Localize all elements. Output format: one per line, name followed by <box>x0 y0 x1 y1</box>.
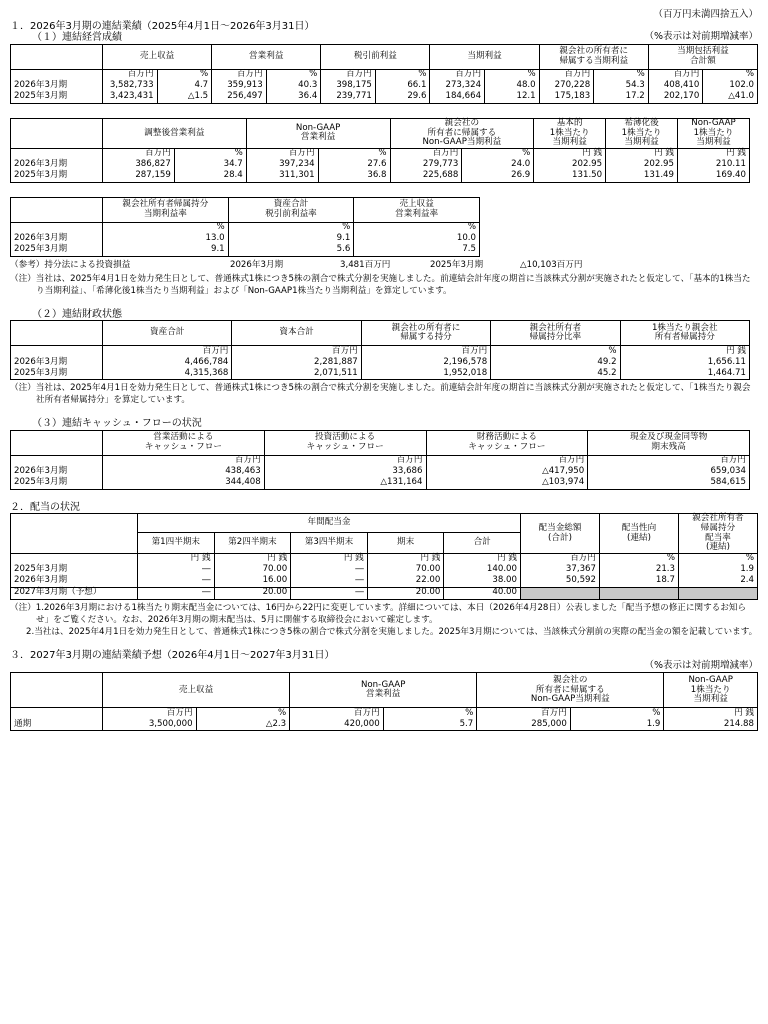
dividend-row <box>11 587 758 599</box>
results-cell: 12.1 <box>485 92 540 104</box>
reference-label: （参考）持分法による投資損益 <box>10 259 131 270</box>
cashflow-header: 財務活動による キャッシュ・フロー <box>426 430 588 455</box>
subsection-2-title: （２）連結財政状態 <box>32 308 122 320</box>
dividend-cell: 140.00 <box>444 565 521 576</box>
percent-note: （%表示は対前期増減率） <box>644 31 758 43</box>
dividend-row-label: 2027年3月期（予想） <box>11 587 138 599</box>
dividend-cell: 40.00 <box>444 587 521 599</box>
cashflow-unit: 百万円 <box>103 455 265 467</box>
dividend-cell: 50,592 <box>521 576 600 588</box>
position-unit: % <box>491 346 620 358</box>
position-cell: 1,464.71 <box>620 368 749 380</box>
forecast-header: 親会社の 所有者に帰属する Non-GAAP当期利益 <box>477 673 664 708</box>
nongaap-header: 親会社の 所有者に帰属する Non-GAAP当期利益 <box>390 118 534 148</box>
results-cell: 4.7 <box>157 81 212 92</box>
cashflow-cell: △417,950 <box>426 467 588 478</box>
results-row <box>11 81 758 92</box>
nongaap-header: 希薄化後 1株当たり 当期利益 <box>606 118 678 148</box>
position-header: 親会社所有者 帰属持分比率 <box>491 321 620 346</box>
cashflow-header: 投資活動による キャッシュ・フロー <box>264 430 426 455</box>
dividend-sub-header: 第2四半期末 <box>214 532 291 553</box>
results-cell: 54.3 <box>594 81 649 92</box>
dividend-cell: 37,367 <box>521 565 600 576</box>
subsection-3-title: （３）連結キャッシュ・フローの状況 <box>32 418 202 430</box>
reference-value-2: △10,103百万円 <box>520 259 583 270</box>
position-corner <box>11 321 103 346</box>
nongaap-unit: 円 銭 <box>678 148 750 160</box>
dividend-cell: 70.00 <box>214 565 291 576</box>
nongaap-unit: 百万円 <box>246 148 318 160</box>
dividend-unit: 百万円 <box>521 553 600 565</box>
section-2-title: ２．配当の状況 <box>10 501 80 513</box>
dividend-note-1-label: （注）1. <box>10 602 44 613</box>
payout-ratio-header: 配当性向 (連結) <box>600 514 679 554</box>
results-cell: 256,497 <box>212 92 267 104</box>
reference-period-2: 2025年3月期 <box>430 259 484 270</box>
dividend-cell <box>521 587 600 599</box>
results-cell: 273,324 <box>430 81 485 92</box>
dividend-sub-header: 第1四半期末 <box>138 532 215 553</box>
equity-per-share-note: （注）当社は、2025年4月1日を効力発生日として、普通株式1株につき5株の割合で株式分割を実施しました。前連結会計年度の期首に当該株式分割が実施されたと仮定して、「1株当たり親会社所有者帰属持分」を算定しています。 <box>10 383 751 406</box>
results-unit: % <box>375 69 430 81</box>
ratio-cell: 9.1 <box>228 234 354 245</box>
ratio-unit: % <box>228 222 354 234</box>
nongaap-header: 基本的 1株当たり 当期利益 <box>534 118 606 148</box>
nongaap-cell: 386,827 <box>103 160 175 171</box>
results-header: 当期包括利益 合計額 <box>648 44 757 69</box>
forecast-unit: % <box>383 708 477 720</box>
position-cell: 45.2 <box>491 368 620 380</box>
forecast-cell: 5.7 <box>383 719 477 731</box>
section-3-title: ３．2027年3月期の連結業績予想（2026年4月1日～2027年3月31日） <box>10 649 335 661</box>
dividend-unit: 円 銭 <box>291 553 368 565</box>
annual-dividend-group-header: 年間配当金 <box>138 514 521 533</box>
dividend-cell: 1.9 <box>679 565 758 576</box>
position-unit: 百万円 <box>232 346 361 358</box>
ratio-header: 親会社所有者帰属持分 当期利益率 <box>103 197 229 222</box>
position-unit: 百万円 <box>361 346 490 358</box>
dividend-sub-header: 期末 <box>367 532 444 553</box>
ratio-row <box>11 245 480 257</box>
results-cell: 184,664 <box>430 92 485 104</box>
dividend-unit-row <box>11 553 758 565</box>
dividend-cell: 16.00 <box>214 576 291 588</box>
dividend-cell <box>600 587 679 599</box>
position-cell: 2,196,578 <box>361 357 490 368</box>
ratio-cell: 7.5 <box>354 245 480 257</box>
results-unit: 百万円 <box>539 69 594 81</box>
forecast-unit: 円 銭 <box>664 708 758 720</box>
dividend-cell: ― <box>138 565 215 576</box>
position-header: 資産合計 <box>103 321 232 346</box>
results-cell: 202,170 <box>648 92 703 104</box>
forecast-header: Non-GAAP 営業利益 <box>290 673 477 708</box>
results-unit: % <box>703 69 758 81</box>
nongaap-unit: 円 銭 <box>606 148 678 160</box>
dividend-sub-header: 合計 <box>444 532 521 553</box>
results-cell: 66.1 <box>375 81 430 92</box>
nongaap-cell: 279,773 <box>390 160 462 171</box>
dividend-period-header <box>11 514 138 554</box>
position-cell: 1,952,018 <box>361 368 490 380</box>
results-row-label: 2025年3月期 <box>11 92 103 104</box>
nongaap-cell: 34.7 <box>174 160 246 171</box>
nongaap-unit: % <box>174 148 246 160</box>
dividend-cell: 22.00 <box>367 576 444 588</box>
nongaap-cell: 225,688 <box>390 171 462 183</box>
forecast-cell: △2.3 <box>196 719 290 731</box>
reference-period-1: 2026年3月期 <box>230 259 284 270</box>
forecast-percent-note: （%表示は対前期増減率） <box>644 660 758 672</box>
total-dividend-header: 配当金総額 (合計) <box>521 514 600 554</box>
eps-note: （注）当社は、2025年4月1日を効力発生日として、普通株式1株につき5株の割合で株式分割を実施しました。前連結会計年度の期首に当該株式分割が実施されたと仮定して、「基本的1株当たり当期利益」、「希薄化後1株当たり当期利益」および「Non-GAAP1株当たり当期利益」を算定しています。 <box>10 273 751 296</box>
section-1-title: １．2026年3月期の連結業績（2025年4月1日～2026年3月31日） <box>10 20 315 32</box>
reference-value-1: 3,481百万円 <box>340 259 391 270</box>
cashflow-unit: 百万円 <box>426 455 588 467</box>
cashflow-cell: 584,615 <box>588 478 750 490</box>
cashflow-row <box>11 467 750 478</box>
ratio-cell: 13.0 <box>103 234 229 245</box>
nongaap-cell: 131.49 <box>606 171 678 183</box>
results-cell: 36.4 <box>266 92 321 104</box>
dividend-cell: 20.00 <box>214 587 291 599</box>
results-unit: 百万円 <box>648 69 703 81</box>
position-row-label: 2025年3月期 <box>11 368 103 380</box>
results-cell: 175,183 <box>539 92 594 104</box>
results-cell: 102.0 <box>703 81 758 92</box>
dividend-note-2: 当社は、2025年4月1日を効力発生日として、普通株式1株につき5株の割合で株式分割を実施しました。2025年3月期については、当該株式分割前の実際の配当金の額を記載しています。 <box>34 626 758 637</box>
cashflow-cell: 438,463 <box>103 467 265 478</box>
position-cell: 49.2 <box>491 357 620 368</box>
ratio-row-label: 2026年3月期 <box>11 234 103 245</box>
ratio-corner <box>11 197 103 222</box>
position-header: 親会社の所有者に 帰属する持分 <box>361 321 490 346</box>
results-cell: 17.2 <box>594 92 649 104</box>
forecast-unit: 百万円 <box>103 708 197 720</box>
nongaap-unit: % <box>462 148 534 160</box>
forecast-row <box>11 719 758 731</box>
cashflow-unit: 百万円 <box>264 455 426 467</box>
nongaap-row <box>11 160 750 171</box>
cashflow-unit: 百万円 <box>588 455 750 467</box>
operating-results-table <box>10 44 758 104</box>
position-unit-row <box>11 346 750 358</box>
forecast-unit: % <box>196 708 290 720</box>
dividend-note-2-label: 2. <box>26 626 35 637</box>
position-header: 1株当たり親会社 所有者帰属持分 <box>620 321 749 346</box>
dividend-unit: 円 銭 <box>214 553 291 565</box>
forecast-corner <box>11 673 103 708</box>
results-header: 営業利益 <box>212 44 321 69</box>
nongaap-cell: 202.95 <box>606 160 678 171</box>
cashflow-cell: 659,034 <box>588 467 750 478</box>
nongaap-header: Non-GAAP 1株当たり 当期利益 <box>678 118 750 148</box>
results-cell: 239,771 <box>321 92 376 104</box>
nongaap-cell: 202.95 <box>534 160 606 171</box>
ratio-header: 売上収益 営業利益率 <box>354 197 480 222</box>
nongaap-cell: 210.11 <box>678 160 750 171</box>
results-unit: 百万円 <box>103 69 158 81</box>
position-header: 資本合計 <box>232 321 361 346</box>
nongaap-unit-row <box>11 148 750 160</box>
dividend-row <box>11 565 758 576</box>
dividend-cell <box>679 587 758 599</box>
nongaap-unit: 百万円 <box>390 148 462 160</box>
nongaap-header: Non-GAAP 営業利益 <box>246 118 390 148</box>
ratio-header: 資産合計 税引前利益率 <box>228 197 354 222</box>
nongaap-cell: 28.4 <box>174 171 246 183</box>
dividend-cell: ― <box>291 576 368 588</box>
cashflow-row-label: 2025年3月期 <box>11 478 103 490</box>
results-cell: 398,175 <box>321 81 376 92</box>
position-cell: 4,315,368 <box>103 368 232 380</box>
forecast-table <box>10 672 758 731</box>
results-cell: 359,913 <box>212 81 267 92</box>
results-unit: 百万円 <box>430 69 485 81</box>
results-header: 当期利益 <box>430 44 539 69</box>
nongaap-row-label: 2025年3月期 <box>11 171 103 183</box>
nongaap-cell: 131.50 <box>534 171 606 183</box>
dividend-cell: 70.00 <box>367 565 444 576</box>
forecast-unit: % <box>570 708 664 720</box>
dividend-cell: 21.3 <box>600 565 679 576</box>
results-unit: % <box>594 69 649 81</box>
position-unit: 百万円 <box>103 346 232 358</box>
dividend-cell: ― <box>291 565 368 576</box>
cashflow-row <box>11 478 750 490</box>
results-cell: 40.3 <box>266 81 321 92</box>
results-cell: 29.6 <box>375 92 430 104</box>
nongaap-unit: % <box>318 148 390 160</box>
nongaap-unit: 円 銭 <box>534 148 606 160</box>
cashflow-row-label: 2026年3月期 <box>11 467 103 478</box>
nongaap-cell: 27.6 <box>318 160 390 171</box>
forecast-header: Non-GAAP 1株当たり 当期利益 <box>664 673 758 708</box>
results-corner <box>11 44 103 69</box>
dividend-unit: 円 銭 <box>444 553 521 565</box>
results-header: 親会社の所有者に 帰属する当期利益 <box>539 44 648 69</box>
dividend-cell: 20.00 <box>367 587 444 599</box>
results-cell: 3,582,733 <box>103 81 158 92</box>
dividend-cell: 18.7 <box>600 576 679 588</box>
cashflow-unit-row <box>11 455 750 467</box>
nongaap-corner <box>11 118 103 148</box>
dividend-unit: 円 銭 <box>138 553 215 565</box>
dividend-row-label: 2026年3月期 <box>11 576 138 588</box>
cashflow-corner <box>11 430 103 455</box>
dividend-unit: 円 銭 <box>367 553 444 565</box>
results-header: 売上収益 <box>103 44 212 69</box>
forecast-unit: 百万円 <box>477 708 571 720</box>
ratio-row-label: 2025年3月期 <box>11 245 103 257</box>
cashflow-header: 現金及び現金同等物 期末残高 <box>588 430 750 455</box>
nongaap-header: 調整後営業利益 <box>103 118 247 148</box>
equity-method-reference <box>10 261 758 271</box>
non-gaap-results-table <box>10 118 750 183</box>
forecast-unit: 百万円 <box>290 708 384 720</box>
forecast-cell: 3,500,000 <box>103 719 197 731</box>
results-row-label: 2026年3月期 <box>11 81 103 92</box>
results-unit: 百万円 <box>321 69 376 81</box>
nongaap-cell: 24.0 <box>462 160 534 171</box>
forecast-cell: 214.88 <box>664 719 758 731</box>
cashflow-header: 営業活動による キャッシュ・フロー <box>103 430 265 455</box>
ratio-row <box>11 234 480 245</box>
position-row-label: 2026年3月期 <box>11 357 103 368</box>
results-unit: 百万円 <box>212 69 267 81</box>
ratio-cell: 10.0 <box>354 234 480 245</box>
dividend-row <box>11 576 758 588</box>
ratio-unit-row <box>11 222 480 234</box>
financial-position-table <box>10 320 750 380</box>
dividend-cell: 2.4 <box>679 576 758 588</box>
dividend-note-1: 2026年3月期における1株当たり期末配当金については、16円から22円に変更しています。詳細については、本日（2026年4月28日）公表しました「配当予想の修正に関するお知らせ」をご覧ください。なお、2026年3月期の期末配当は、5月に開催する取締役会において確定します。 <box>36 602 747 625</box>
nongaap-cell: 36.8 <box>318 171 390 183</box>
dividend-cell: ― <box>138 587 215 599</box>
dividend-cell: 38.00 <box>444 576 521 588</box>
results-cell: △1.5 <box>157 92 212 104</box>
doe-header: 親会社所有者 帰属持分 配当率 (連結) <box>679 514 758 554</box>
results-cell: 3,423,431 <box>103 92 158 104</box>
nongaap-cell: 169.40 <box>678 171 750 183</box>
dividend-cell: ― <box>138 576 215 588</box>
ratio-unit: % <box>103 222 229 234</box>
results-cell: △41.0 <box>703 92 758 104</box>
nongaap-cell: 26.9 <box>462 171 534 183</box>
dividend-cell: ― <box>291 587 368 599</box>
ratio-cell: 5.6 <box>228 245 354 257</box>
position-row <box>11 368 750 380</box>
results-unit: % <box>157 69 212 81</box>
cash-flow-table <box>10 430 750 490</box>
position-unit: 円 銭 <box>620 346 749 358</box>
position-row <box>11 357 750 368</box>
position-cell: 2,071,511 <box>232 368 361 380</box>
cashflow-cell: 33,686 <box>264 467 426 478</box>
results-unit: % <box>485 69 540 81</box>
profitability-ratios-table <box>10 197 480 257</box>
position-cell: 1,656.11 <box>620 357 749 368</box>
forecast-unit-row <box>11 708 758 720</box>
dividend-unit: % <box>600 553 679 565</box>
ratio-unit: % <box>354 222 480 234</box>
results-cell: 270,228 <box>539 81 594 92</box>
forecast-cell: 1.9 <box>570 719 664 731</box>
ratio-cell: 9.1 <box>103 245 229 257</box>
forecast-header: 売上収益 <box>103 673 290 708</box>
unit-note: （百万円未満四捨五入） <box>653 9 758 20</box>
nongaap-cell: 397,234 <box>246 160 318 171</box>
forecast-cell: 420,000 <box>290 719 384 731</box>
nongaap-row <box>11 171 750 183</box>
nongaap-unit: 百万円 <box>103 148 175 160</box>
position-cell: 4,466,784 <box>103 357 232 368</box>
dividend-row-label: 2025年3月期 <box>11 565 138 576</box>
cashflow-cell: △131,164 <box>264 478 426 490</box>
cashflow-cell: △103,974 <box>426 478 588 490</box>
dividend-unit: % <box>679 553 758 565</box>
results-unit-row <box>11 69 758 81</box>
cashflow-cell: 344,408 <box>103 478 265 490</box>
forecast-cell: 285,000 <box>477 719 571 731</box>
nongaap-cell: 287,159 <box>103 171 175 183</box>
dividend-sub-header: 第3四半期末 <box>291 532 368 553</box>
results-header: 税引前利益 <box>321 44 430 69</box>
forecast-row-label: 通期 <box>11 719 103 731</box>
results-row <box>11 92 758 104</box>
nongaap-row-label: 2026年3月期 <box>11 160 103 171</box>
results-cell: 408,410 <box>648 81 703 92</box>
results-cell: 48.0 <box>485 81 540 92</box>
results-unit: % <box>266 69 321 81</box>
dividends-table <box>10 513 758 600</box>
position-cell: 2,281,887 <box>232 357 361 368</box>
nongaap-cell: 311,301 <box>246 171 318 183</box>
subsection-1-title: （１）連結経営成績 <box>32 32 122 44</box>
